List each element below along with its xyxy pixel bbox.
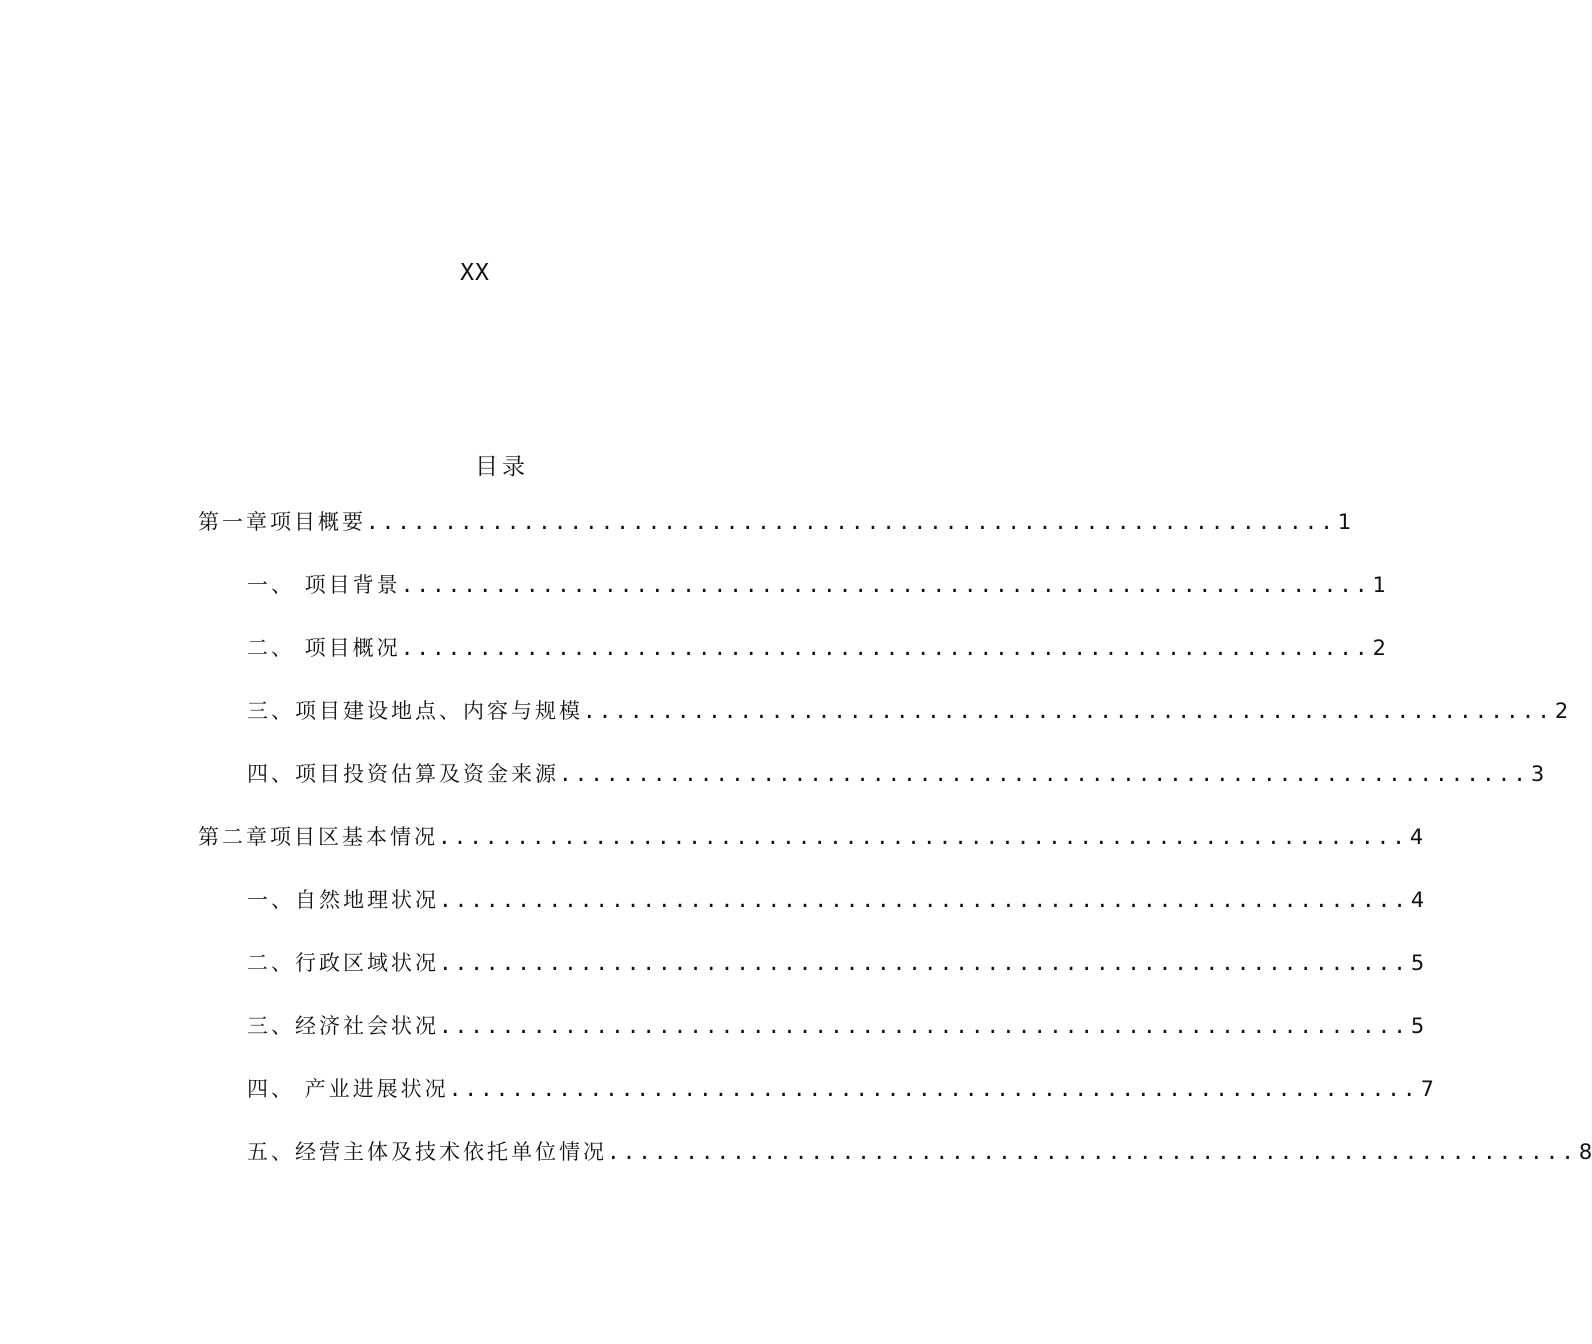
toc-entry-section[interactable] [247, 947, 1425, 981]
toc-entry-page: 7 [1420, 1077, 1434, 1101]
toc-leader-dots: .............................................................. [448, 1077, 1419, 1101]
toc-entry-section[interactable] [247, 632, 1386, 666]
toc-leader-dots: .............................................................. [439, 951, 1409, 975]
toc-entry-page: 4 [1410, 888, 1425, 912]
toc-entry-text: 四、项目投资估算及资金来源 [247, 762, 559, 786]
toc-entry-section[interactable] [247, 1010, 1425, 1044]
toc-entry-page: 8 [1578, 1140, 1592, 1164]
toc-entry-section[interactable] [247, 1136, 1592, 1170]
toc-leader-dots: .............................................................. [607, 1140, 1577, 1164]
toc-entry-page: 2 [1372, 636, 1386, 660]
toc-entry-page: 5 [1410, 1014, 1425, 1038]
toc-entry-section[interactable] [247, 569, 1386, 603]
toc-entry-chapter-1[interactable] [198, 506, 1352, 540]
toc-leader-dots: .............................................................. [366, 510, 1336, 534]
toc-leader-dots: .............................................................. [583, 699, 1553, 723]
toc-entry-page: 1 [1337, 510, 1352, 534]
toc-entry-text: 三、项目建设地点、内容与规模 [247, 699, 583, 723]
toc-entry-text: 二、行政区域状况 [247, 951, 439, 975]
toc-leader-dots: .............................................................. [400, 573, 1371, 597]
toc-entry-text: 第二章项目区基本情况 [198, 825, 438, 849]
toc-entry-text: 四、 产业进展状况 [247, 1077, 449, 1101]
toc-entry-text: 五、经营主体及技术依托单位情况 [247, 1140, 607, 1164]
toc-entry-text: 一、 项目背景 [247, 573, 401, 597]
toc-entry-page: 4 [1409, 825, 1424, 849]
toc-entry-section[interactable] [247, 695, 1569, 729]
document-title: XX [460, 260, 490, 286]
toc-leader-dots: .............................................................. [439, 1014, 1409, 1038]
toc-leader-dots: .............................................................. [439, 888, 1409, 912]
toc-entry-section[interactable] [247, 758, 1545, 792]
toc-entry-text: 二、 项目概况 [247, 636, 401, 660]
toc-entry-text: 一、自然地理状况 [247, 888, 439, 912]
toc-entry-chapter-2[interactable] [198, 821, 1424, 855]
toc-entry-text: 第一章项目概要 [198, 510, 366, 534]
toc-entry-section[interactable] [247, 884, 1425, 918]
toc-heading: 目录 [475, 454, 529, 480]
toc-entry-page: 2 [1554, 699, 1569, 723]
toc-leader-dots: .............................................................. [400, 636, 1371, 660]
toc-leader-dots: .............................................................. [559, 762, 1529, 786]
toc-entry-page: 5 [1410, 951, 1425, 975]
toc-entry-page: 1 [1372, 573, 1386, 597]
toc-leader-dots: .............................................................. [438, 825, 1408, 849]
toc-entry-section[interactable] [247, 1073, 1434, 1107]
toc-entry-text: 三、经济社会状况 [247, 1014, 439, 1038]
toc-entry-page: 3 [1530, 762, 1545, 786]
